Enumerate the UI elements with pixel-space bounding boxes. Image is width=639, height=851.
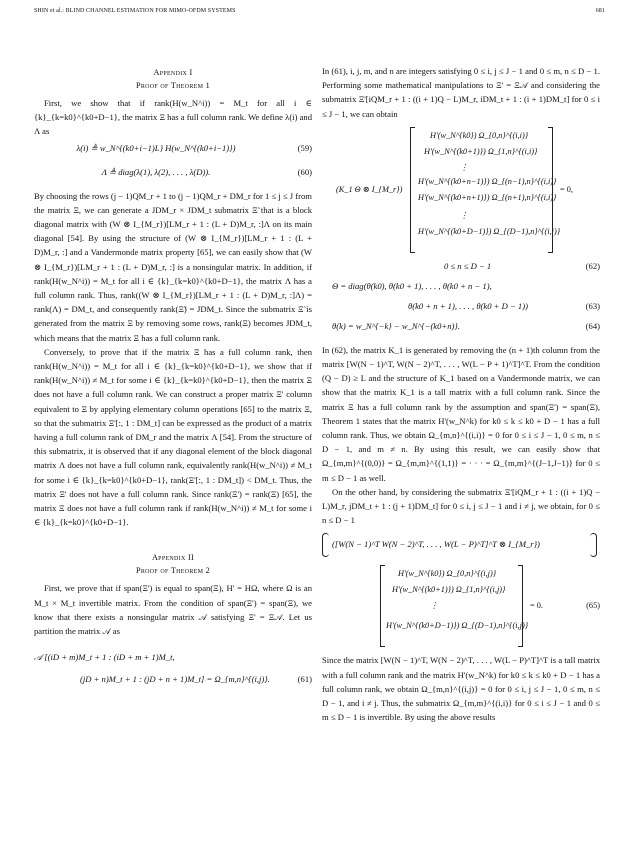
equation-59-number: (59) (297, 142, 312, 153)
equation-61-second-line: (jD + n)M_t + 1 : (jD + n + 1)M_t] = Ω_{m,n}^{(i,j)}. (80, 674, 270, 685)
equation-62-rhs: = 0, (560, 184, 573, 194)
right-paren (590, 533, 597, 557)
equation-62-matrix (322, 125, 600, 255)
paragraph-2: By choosing the rows (j − 1)QM_r + 1 to (j − 1)QM_r + DM_r for 1 ≤ j ≤ J from the matrix Ξ, we can generate a JDM_r × JDM_t submatrix Ξ̃ that is a block diagonal matrix with (W ⊗ I_{M_r})[LM_r + 1 : (L + D)M_r, :]Λ on its main diagonal [54]. By using the structure of (W ⊗ I_{M_r})[LM_r + 1 : (L + D)M_r, :] and a Vandermonde matrix property [65], we can easily show that (W ⊗ I_{M_r})[LM_r + 1 : (L + D)M_r, :] is a nonsingular matrix. In addition, if rank(H(w_N^i)) = M_t for all i ∈ {k}_{k=k0}^{k0+D−1}, the matrix Λ has a full column rank. Thus, rank((W ⊗ I_{M_r})[LM_r + 1 : (L + D)M_r, :]Λ) = rank(Λ) = DM_t, and consequently rank(Ξ̃) = JDM_t. Since the submatrix Ξ̃ is generated from the matrix Ξ by removing some rows, rank(Ξ) becomes JDM_t, which means that the matrix Ξ has a full column rank. (34, 190, 312, 343)
right-column (322, 64, 600, 724)
matrix-row: H'(w_N^{(k0+n+1)}) Ω_{(n+1),n}^{(i,i)} (418, 192, 557, 202)
equation-59-body: λ(i) ≜ w_N^{(k0+i−1)L} H(w_N^{(k0+i−1)}) (76, 142, 236, 153)
equation-65-top (322, 533, 600, 559)
paragraph-3: Conversely, to prove that if the matrix Ξ has a full column rank, then rank(H(w_N^i)) = M_t for all i ∈ {k}_{k=k0}^{k0+D−1}, we show that if rank(H(w_N^i)) ≠ M_t for some i ∈ {k}_{k=k0}^{k0+D−1}, then the matrix Ξ does not have a full column rank. We can construct a proper matrix Ξ' column equivalent to Ξ by applying elementary column operations [65] to the matrix Ξ, so that the submatrix Ξ'[:, 1 : DM_t] can be expressed as the product of a matrix having a full column rank of DM_r and the matrix Λ [54]. From the structure of this submatrix, it is observed that if any diagonal element of the block diagonal matrix Λ does not have a full column rank, equivalently rank(H(w_N^i)) ≠ M_t for some i ∈ {k}_{k=k0}^{k0+D−1}, rank(Ξ'[:, 1 : DM_t]) < DM_t. Thus, the matrix Ξ' does not have a full column rank. Since rank(Ξ') = rank(Ξ) [65], the matrix Ξ does not have a full column rank if rank(H(w_N^i)) ≠ M_t for some i ∈ {k}_{k=k0}^{k0+D−1}. (34, 346, 312, 528)
equation-62-number: (62) (585, 260, 600, 271)
matrix-row: H'(w_N^{(k0+1)}) Ω_{1,n}^{(i,j)} (392, 585, 506, 595)
running-head (34, 8, 605, 20)
matrix-row: H'(w_N^{k0}) Ω_{0,n}^{(i,j)} (398, 569, 497, 579)
equation-64 (322, 319, 600, 341)
equation-64-number: (64) (585, 320, 600, 331)
matrix-row: ⋮ (460, 210, 469, 220)
appendix-2-title: Appendix II (151, 553, 195, 563)
appendix-1-title: Appendix I (153, 68, 193, 77)
equation-63-second-line: θ(k0 + n + 1), . . . , θ(k0 + D − 1)) (408, 300, 528, 311)
left-bracket (410, 127, 415, 253)
equation-59 (34, 141, 312, 163)
paragraph-7: On the other hand, by considering the submatrix Ξ'[iQM_r + 1 : ((i + 1)Q − L)M_r, jDM_t + 1 : (j + 1)DM_t] for 0 ≤ i, j ≤ J − 1 and i ≠ j, we obtain, for 0 ≤ n ≤ D − 1 (322, 486, 600, 526)
equation-62-condition-text: 0 ≤ n ≤ D − 1 (444, 260, 492, 271)
equation-61-first-line: 𝒜 [(iD + m)M_t + 1 : (iD + m + 1)M_t, (34, 652, 175, 663)
equation-61-number: (61) (297, 674, 312, 685)
matrix-row: H'(w_N^{k0}) Ω_{0,n}^{(i,i)} (430, 130, 529, 140)
equation-63-line-1 (322, 279, 600, 297)
paragraph-6: In (62), the matrix K_1 is generated by removing the (n + 1)th column from the matrix [W(N − 1)^T, W(N − 2)^T, . . . , W(L − P + 1)^T]^T. From the condition (Q − D) ≥ L and the structure of K_1 based on a Vandermonde matrix, we can show that the matrix K_1 is a tall matrix with a full column rank. Since the matrix Ξ has a full column rank by the assumption and span(Ξ') = span(Ξ), Theorem 1 states that the matrix H'(w_N^k) for k0 ≤ k ≤ k0 + D − 1 has a full column rank. Thus, we obtain Ω_{m,n}^{(i,i)} = 0 for 0 ≤ i ≤ J − 1, 0 ≤ m, n ≤ D − 1, and m ≠ n. By using this result, we can easily show that Ω_{m,m}^{(0,0)} = Ω_{m,m}^{(1,1)} = · · · = Ω_{m,m}^{(J−1,J−1)} for 0 ≤ m ≤ D − 1 as well. (322, 344, 600, 483)
equation-63-line-2 (322, 299, 600, 317)
equation-60-number: (60) (297, 166, 312, 177)
equation-65-matrix (322, 563, 600, 649)
appendix-2-subtitle: Proof of Theorem 2 (135, 566, 211, 576)
equation-63-number: (63) (585, 300, 600, 311)
equation-61-line-2 (34, 672, 312, 690)
running-head-title: SHIN et al.: BLIND CHANNEL ESTIMATION FOR MIMO-OFDM SYSTEMS (34, 8, 236, 14)
matrix-row: H'(w_N^{(k0+D−1)}) Ω_{(D−1),n}^{(i,j)} (386, 621, 529, 631)
equation-60-body: Λ ≜ diag(λ(1), λ(2), . . . , λ(D)). (101, 166, 211, 177)
paragraph-1: First, we show that if rank(H(w_N^i)) = M_t for all i ∈ {k}_{k=k0}^{k0+D−1}, the matrix Ξ has a full column rank. We define λ(i) and Λ as (34, 98, 312, 137)
paragraph-4: First, we prove that if span(Ξ') is equal to span(Ξ), H' = HΩ, where Ω is an M_t × M_t invertible matrix. From the condition of span(Ξ') = span(Ξ), we know that there exists a nonsingular matrix 𝒜 satisfying Ξ' = Ξ𝒜. Let us partition the matrix 𝒜 as (34, 583, 312, 637)
left-paren (322, 533, 329, 557)
paragraph-8: Since the matrix [W(N − 1)^T, W(N − 2)^T, . . . , W(L − P)^T]^T is a tall matrix with a full column rank and the matrix H'(w_N^k) for k0 ≤ k ≤ k0 + D − 1 has a full column rank, we obtain Ω_{m,n}^{(i,j)} = 0 for 0 ≤ i, j ≤ J − 1, 0 ≤ m, n ≤ D − 1, and i ≠ j. Thus, the submatrix Ω_{m,m}^{(i,i)} for 0 ≤ i ≤ J − 1 and 0 ≤ m ≤ D − 1 is invertible. By using the above results (322, 655, 600, 723)
equation-60 (34, 165, 312, 187)
equation-62-condition (322, 259, 600, 277)
equation-61-line-1 (34, 650, 312, 670)
right-bracket (548, 127, 553, 253)
equation-64-body: θ(k) = w_N^{−k} − w_N^{−(k0+n)}. (332, 320, 460, 331)
equation-65-rhs: = 0. (530, 601, 543, 611)
equation-65-number: (65) (586, 601, 600, 611)
equation-62-lhs: (K_1 Θ ⊗ I_{M_r}) (336, 184, 403, 194)
right-bracket (518, 565, 523, 647)
appendix-1-subtitle: Proof of Theorem 1 (135, 81, 211, 90)
page-number: 681 (595, 8, 605, 14)
matrix-row: H'(w_N^{(k0+D−1)}) Ω_{(D−1),n}^{(i,i)} (418, 226, 561, 236)
matrix-row: H'(w_N^{(k0+n−1)}) Ω_{(n−1),n}^{(i,i)} (418, 176, 557, 186)
matrix-row: ⋮ (430, 601, 439, 611)
left-bracket (380, 565, 385, 647)
left-column (34, 66, 312, 692)
matrix-row: H'(w_N^{(k0+1)}) Ω_{1,n}^{(i,i)} (424, 146, 538, 156)
paragraph-5: In (61), i, j, m, and n are integers satisfying 0 ≤ i, j ≤ J − 1 and 0 ≤ m, n ≤ D − 1. Performing some mathematical manipulations to Ξ' = Ξ𝒜 and considering the submatrix Ξ'[iQM_r + 1 : ((i + 1)Q − L)M_r, iDM_t + 1 : (i + 1)DM_t] for 0 ≤ i ≤ J − 1, we can obtain (322, 66, 600, 119)
equation-63-first-line: Θ = diag(θ(k0), θ(k0 + 1), . . . , θ(k0 + n − 1), (332, 280, 492, 291)
matrix-row: ⋮ (460, 162, 469, 172)
equation-65-top-line: ([W(N − 1)^T W(N − 2)^T, . . . , W(L − P)^T]^T ⊗ I_{M_r}) (332, 539, 540, 550)
